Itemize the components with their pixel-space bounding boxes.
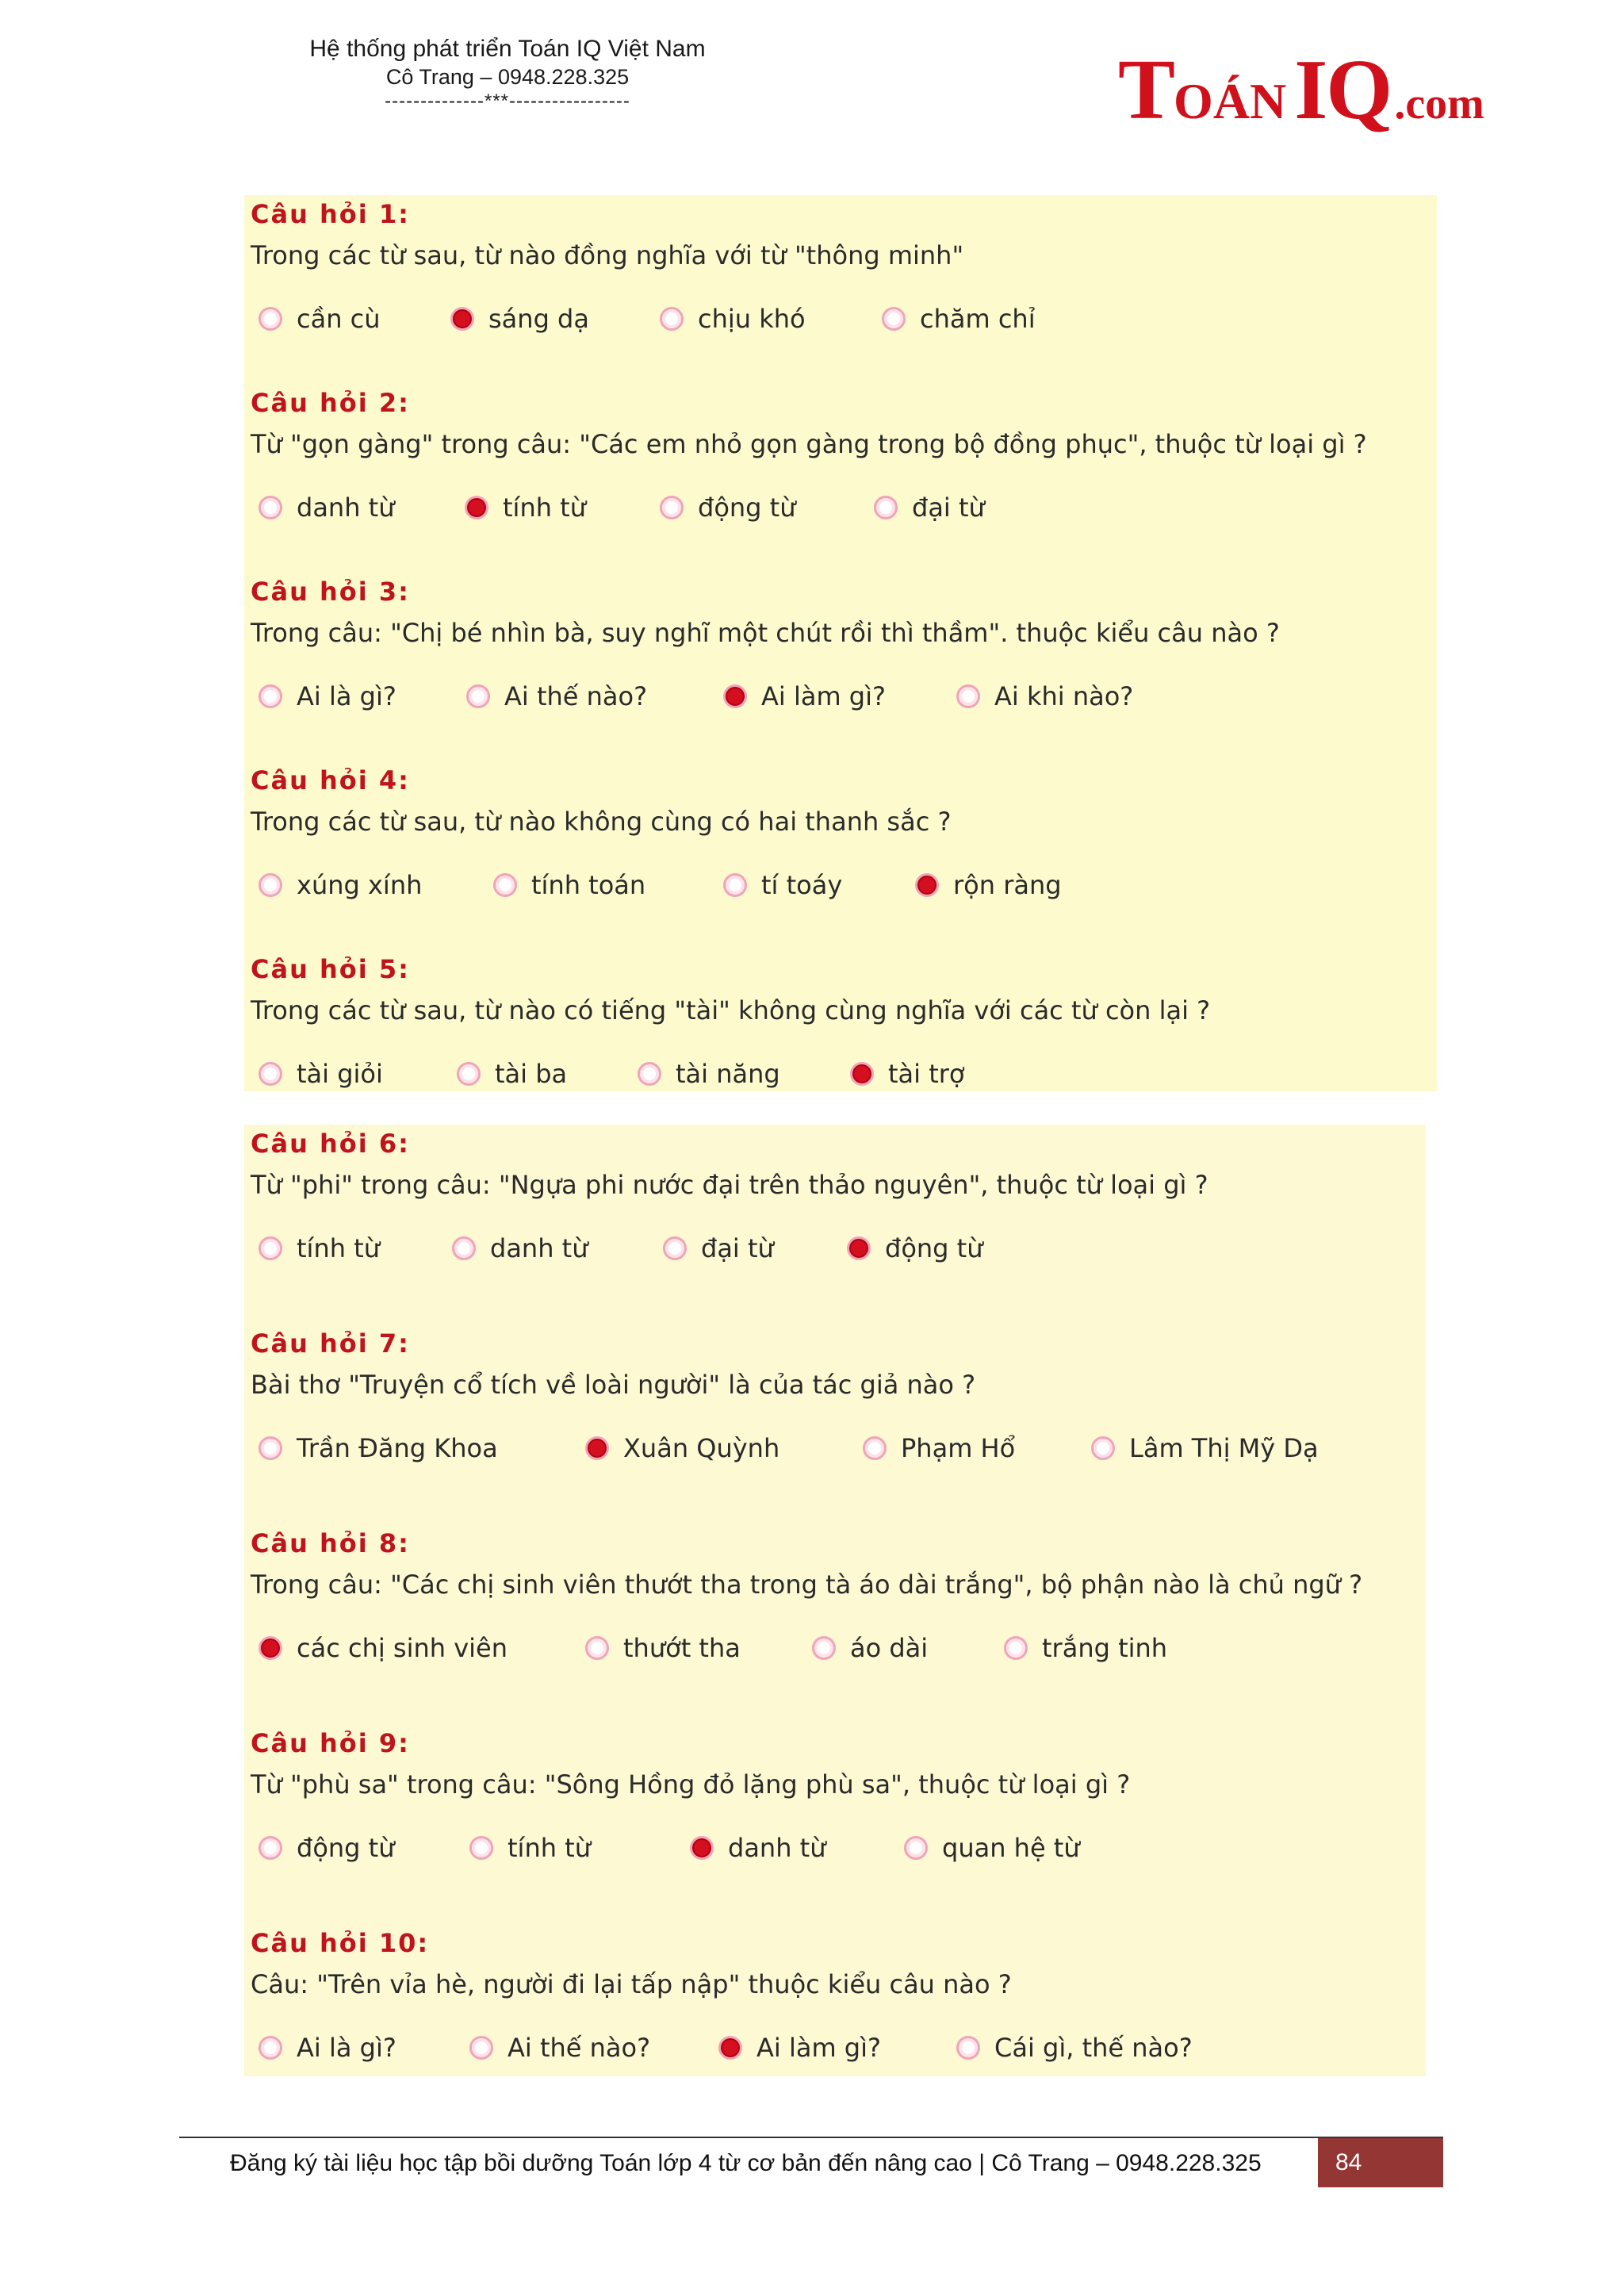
header-organization: Hệ thống phát triển Toán IQ Việt Nam bbox=[309, 36, 706, 62]
question-9 bbox=[251, 1727, 1424, 1867]
answer-options bbox=[251, 1058, 1424, 1093]
answer-option[interactable] bbox=[452, 1232, 588, 1264]
answer-option[interactable] bbox=[259, 1832, 394, 1864]
answer-option-label: Cái gì, thế nào? bbox=[994, 2033, 1193, 2063]
footer-text: Đăng ký tài liệu học tập bồi dưỡng Toán lớp 4 từ cơ bản đến nâng cao | Cô Trang – 0948.228.325 bbox=[230, 2150, 1262, 2176]
answer-option-label: Ai làm gì? bbox=[756, 2033, 881, 2063]
answer-option-label: Ai khi nào? bbox=[994, 681, 1134, 711]
radio-unselected-icon[interactable] bbox=[259, 1062, 282, 1086]
answer-option[interactable] bbox=[585, 1632, 741, 1664]
answer-option[interactable] bbox=[690, 1832, 825, 1864]
answer-option-label: trắng tinh bbox=[1042, 1633, 1168, 1663]
question-2 bbox=[251, 387, 1424, 527]
answer-options bbox=[251, 303, 1424, 338]
answer-option[interactable] bbox=[259, 492, 394, 523]
header-divider: --------------***----------------- bbox=[385, 90, 630, 112]
answer-option[interactable] bbox=[660, 492, 795, 523]
radio-unselected-icon[interactable] bbox=[660, 307, 684, 331]
question-7 bbox=[251, 1328, 1424, 1467]
question-text: Từ "phi" trong câu: "Ngựa phi nước đại trên thảo nguyên", thuộc từ loại gì ? bbox=[251, 1170, 1208, 1200]
answer-option[interactable] bbox=[1091, 1432, 1319, 1464]
radio-unselected-icon[interactable] bbox=[585, 1636, 609, 1660]
quiz-panel-2 bbox=[244, 1125, 1426, 2076]
answer-option-label: động từ bbox=[698, 493, 796, 523]
header-info bbox=[301, 35, 714, 113]
radio-unselected-icon[interactable] bbox=[863, 1436, 887, 1460]
answer-option-label: Lâm Thị Mỹ Dạ bbox=[1129, 1433, 1319, 1463]
answer-options bbox=[251, 1832, 1424, 1867]
answer-option[interactable] bbox=[259, 303, 381, 335]
answer-option-label: Phạm Hổ bbox=[901, 1433, 1016, 1463]
answer-option[interactable] bbox=[956, 680, 1133, 712]
radio-unselected-icon[interactable] bbox=[466, 684, 490, 708]
answer-option[interactable] bbox=[850, 1058, 965, 1090]
answer-options bbox=[251, 869, 1424, 904]
answer-option-label: đại từ bbox=[912, 493, 985, 523]
answer-option[interactable] bbox=[259, 2032, 396, 2064]
answer-option-label: động từ bbox=[885, 1233, 983, 1263]
answer-option[interactable] bbox=[663, 1232, 774, 1264]
radio-unselected-icon[interactable] bbox=[723, 873, 747, 897]
question-label: Câu hỏi 10: bbox=[251, 1928, 430, 1958]
answer-option-label: tài năng bbox=[676, 1059, 780, 1089]
answer-options bbox=[251, 492, 1424, 527]
question-8 bbox=[251, 1527, 1424, 1667]
radio-unselected-icon[interactable] bbox=[874, 496, 898, 519]
radio-unselected-icon[interactable] bbox=[904, 1836, 928, 1860]
answer-option-label: động từ bbox=[297, 1833, 395, 1863]
answer-option-label: Ai là gì? bbox=[297, 681, 396, 711]
radio-selected-icon[interactable] bbox=[465, 496, 488, 519]
answer-option-label: tài trợ bbox=[888, 1059, 965, 1089]
question-10 bbox=[251, 1927, 1424, 2067]
question-text: Từ "gọn gàng" trong câu: "Các em nhỏ gọn gàng trong bộ đồng phục", thuộc từ loại gì ? bbox=[251, 429, 1367, 459]
question-label: Câu hỏi 9: bbox=[251, 1728, 410, 1758]
answer-option[interactable] bbox=[874, 492, 985, 523]
answer-option[interactable] bbox=[493, 869, 645, 901]
radio-selected-icon[interactable] bbox=[850, 1062, 874, 1086]
answer-options bbox=[251, 2032, 1424, 2067]
radio-selected-icon[interactable] bbox=[259, 1636, 282, 1660]
question-label: Câu hỏi 7: bbox=[251, 1328, 410, 1359]
answer-option[interactable] bbox=[259, 1632, 508, 1664]
question-text: Trong các từ sau, từ nào không cùng có hai thanh sắc ? bbox=[251, 807, 952, 837]
answer-option[interactable] bbox=[723, 680, 886, 712]
radio-selected-icon[interactable] bbox=[690, 1836, 714, 1860]
question-label: Câu hỏi 4: bbox=[251, 765, 410, 795]
radio-unselected-icon[interactable] bbox=[663, 1236, 687, 1260]
answer-option[interactable] bbox=[259, 869, 422, 901]
answer-option[interactable] bbox=[882, 303, 1036, 335]
answer-option[interactable] bbox=[904, 1832, 1080, 1864]
question-text: Trong câu: "Các chị sinh viên thướt tha trong tà áo dài trắng", bộ phận nào là chủ ngữ ? bbox=[251, 1570, 1363, 1600]
radio-unselected-icon[interactable] bbox=[259, 684, 282, 708]
question-text: Trong các từ sau, từ nào đồng nghĩa với từ "thông minh" bbox=[251, 240, 964, 270]
toaniq-logo: TOÁNIQ.com bbox=[1118, 43, 1484, 137]
radio-unselected-icon[interactable] bbox=[469, 2036, 493, 2060]
radio-unselected-icon[interactable] bbox=[660, 496, 684, 519]
answer-option[interactable] bbox=[812, 1632, 928, 1664]
page-number-badge bbox=[1318, 2138, 1443, 2187]
answer-option-label: tính từ bbox=[297, 1233, 380, 1263]
answer-option[interactable] bbox=[259, 1232, 380, 1264]
answer-option-label: Ai làm gì? bbox=[761, 681, 886, 711]
radio-unselected-icon[interactable] bbox=[452, 1236, 476, 1260]
answer-option[interactable] bbox=[469, 2032, 650, 2064]
question-label: Câu hỏi 2: bbox=[251, 388, 410, 418]
radio-unselected-icon[interactable] bbox=[1004, 1636, 1028, 1660]
radio-selected-icon[interactable] bbox=[718, 2036, 742, 2060]
answer-option[interactable] bbox=[718, 2032, 881, 2064]
answer-option-label: thướt tha bbox=[623, 1633, 741, 1663]
answer-option-label: xúng xính bbox=[297, 870, 423, 900]
answer-option[interactable] bbox=[450, 303, 589, 335]
footer-divider bbox=[179, 2137, 1443, 2138]
question-text: Từ "phù sa" trong câu: "Sông Hồng đỏ lặng phù sa", thuộc từ loại gì ? bbox=[251, 1769, 1131, 1800]
answer-option-label: tính từ bbox=[503, 493, 586, 523]
radio-selected-icon[interactable] bbox=[450, 307, 474, 331]
radio-unselected-icon[interactable] bbox=[457, 1062, 481, 1086]
question-4 bbox=[251, 765, 1424, 904]
radio-unselected-icon[interactable] bbox=[882, 307, 906, 331]
answer-option-label: cần cù bbox=[297, 304, 381, 334]
answer-option-label: danh từ bbox=[297, 493, 395, 523]
answer-option-label: sáng dạ bbox=[488, 304, 589, 334]
answer-option-label: Ai thế nào? bbox=[508, 2033, 651, 2063]
question-5 bbox=[251, 953, 1424, 1093]
answer-option-label: tính toán bbox=[531, 870, 646, 900]
radio-selected-icon[interactable] bbox=[585, 1436, 609, 1460]
answer-option[interactable] bbox=[1004, 1632, 1167, 1664]
answer-option[interactable] bbox=[847, 1232, 982, 1264]
radio-unselected-icon[interactable] bbox=[812, 1636, 836, 1660]
radio-unselected-icon[interactable] bbox=[956, 684, 980, 708]
answer-option[interactable] bbox=[723, 869, 842, 901]
answer-option[interactable] bbox=[469, 1832, 591, 1864]
answer-option-label: danh từ bbox=[490, 1233, 588, 1263]
answer-options bbox=[251, 680, 1424, 715]
question-label: Câu hỏi 6: bbox=[251, 1129, 410, 1159]
question-3 bbox=[251, 576, 1424, 715]
answer-option[interactable] bbox=[660, 303, 806, 335]
answer-options bbox=[251, 1432, 1424, 1467]
radio-selected-icon[interactable] bbox=[915, 873, 939, 897]
answer-option-label: áo dài bbox=[850, 1633, 929, 1663]
answer-option-label: chăm chỉ bbox=[920, 304, 1036, 334]
answer-option-label: các chị sinh viên bbox=[297, 1633, 508, 1663]
header-contact: Cô Trang – 0948.228.325 bbox=[385, 65, 630, 89]
quiz-panel-1 bbox=[244, 195, 1437, 1091]
answer-option[interactable] bbox=[915, 869, 1062, 901]
answer-option[interactable] bbox=[465, 492, 586, 523]
question-1 bbox=[251, 198, 1424, 338]
answer-option[interactable] bbox=[259, 1058, 383, 1090]
radio-selected-icon[interactable] bbox=[847, 1236, 871, 1260]
question-label: Câu hỏi 3: bbox=[251, 577, 410, 607]
answer-option-label: tính từ bbox=[508, 1833, 591, 1863]
radio-unselected-icon[interactable] bbox=[259, 1236, 282, 1260]
radio-unselected-icon[interactable] bbox=[259, 2036, 282, 2060]
answer-option[interactable] bbox=[585, 1432, 779, 1464]
answer-option-label: Ai thế nào? bbox=[504, 681, 648, 711]
answer-option[interactable] bbox=[466, 680, 647, 712]
radio-unselected-icon[interactable] bbox=[493, 873, 517, 897]
radio-unselected-icon[interactable] bbox=[956, 2036, 980, 2060]
answer-option[interactable] bbox=[259, 1432, 498, 1464]
answer-option-label: chịu khó bbox=[698, 304, 806, 334]
answer-options bbox=[251, 1232, 1424, 1267]
answer-option[interactable] bbox=[457, 1058, 567, 1090]
answer-option-label: quan hệ từ bbox=[942, 1833, 1080, 1863]
answer-option[interactable] bbox=[638, 1058, 780, 1090]
answer-option-label: Ai là gì? bbox=[297, 2033, 396, 2063]
radio-selected-icon[interactable] bbox=[723, 684, 747, 708]
answer-option-label: danh từ bbox=[728, 1833, 826, 1863]
radio-unselected-icon[interactable] bbox=[638, 1062, 661, 1086]
radio-unselected-icon[interactable] bbox=[259, 307, 282, 331]
question-6 bbox=[251, 1128, 1424, 1267]
answer-option-label: đại từ bbox=[701, 1233, 774, 1263]
answer-option[interactable] bbox=[259, 680, 396, 712]
answer-option-label: tài ba bbox=[495, 1059, 568, 1089]
answer-option[interactable] bbox=[863, 1432, 1015, 1464]
radio-unselected-icon[interactable] bbox=[259, 1836, 282, 1860]
answer-option-label: rộn ràng bbox=[953, 870, 1062, 900]
question-text: Bài thơ "Truyện cổ tích về loài người" là của tác giả nào ? bbox=[251, 1370, 976, 1400]
radio-unselected-icon[interactable] bbox=[259, 496, 282, 519]
answer-option-label: tí toáy bbox=[761, 870, 843, 900]
radio-unselected-icon[interactable] bbox=[259, 873, 282, 897]
answer-options bbox=[251, 1632, 1424, 1667]
page-number: 84 bbox=[1335, 2149, 1362, 2175]
question-text: Câu: "Trên vỉa hè, người đi lại tấp nập" thuộc kiểu câu nào ? bbox=[251, 1969, 1012, 1999]
answer-option-label: Xuân Quỳnh bbox=[623, 1433, 780, 1463]
radio-unselected-icon[interactable] bbox=[259, 1436, 282, 1460]
answer-option-label: tài giỏi bbox=[297, 1059, 383, 1089]
radio-unselected-icon[interactable] bbox=[1091, 1436, 1115, 1460]
question-label: Câu hỏi 8: bbox=[251, 1528, 410, 1558]
radio-unselected-icon[interactable] bbox=[469, 1836, 493, 1860]
question-label: Câu hỏi 5: bbox=[251, 954, 410, 984]
question-label: Câu hỏi 1: bbox=[251, 199, 410, 229]
question-text: Trong các từ sau, từ nào có tiếng "tài" không cùng nghĩa với các từ còn lại ? bbox=[251, 995, 1211, 1025]
answer-option[interactable] bbox=[956, 2032, 1193, 2064]
answer-option-label: Trần Đăng Khoa bbox=[297, 1433, 498, 1463]
question-text: Trong câu: "Chị bé nhìn bà, suy nghĩ một chút rồi thì thầm". thuộc kiểu câu nào ? bbox=[251, 618, 1280, 648]
